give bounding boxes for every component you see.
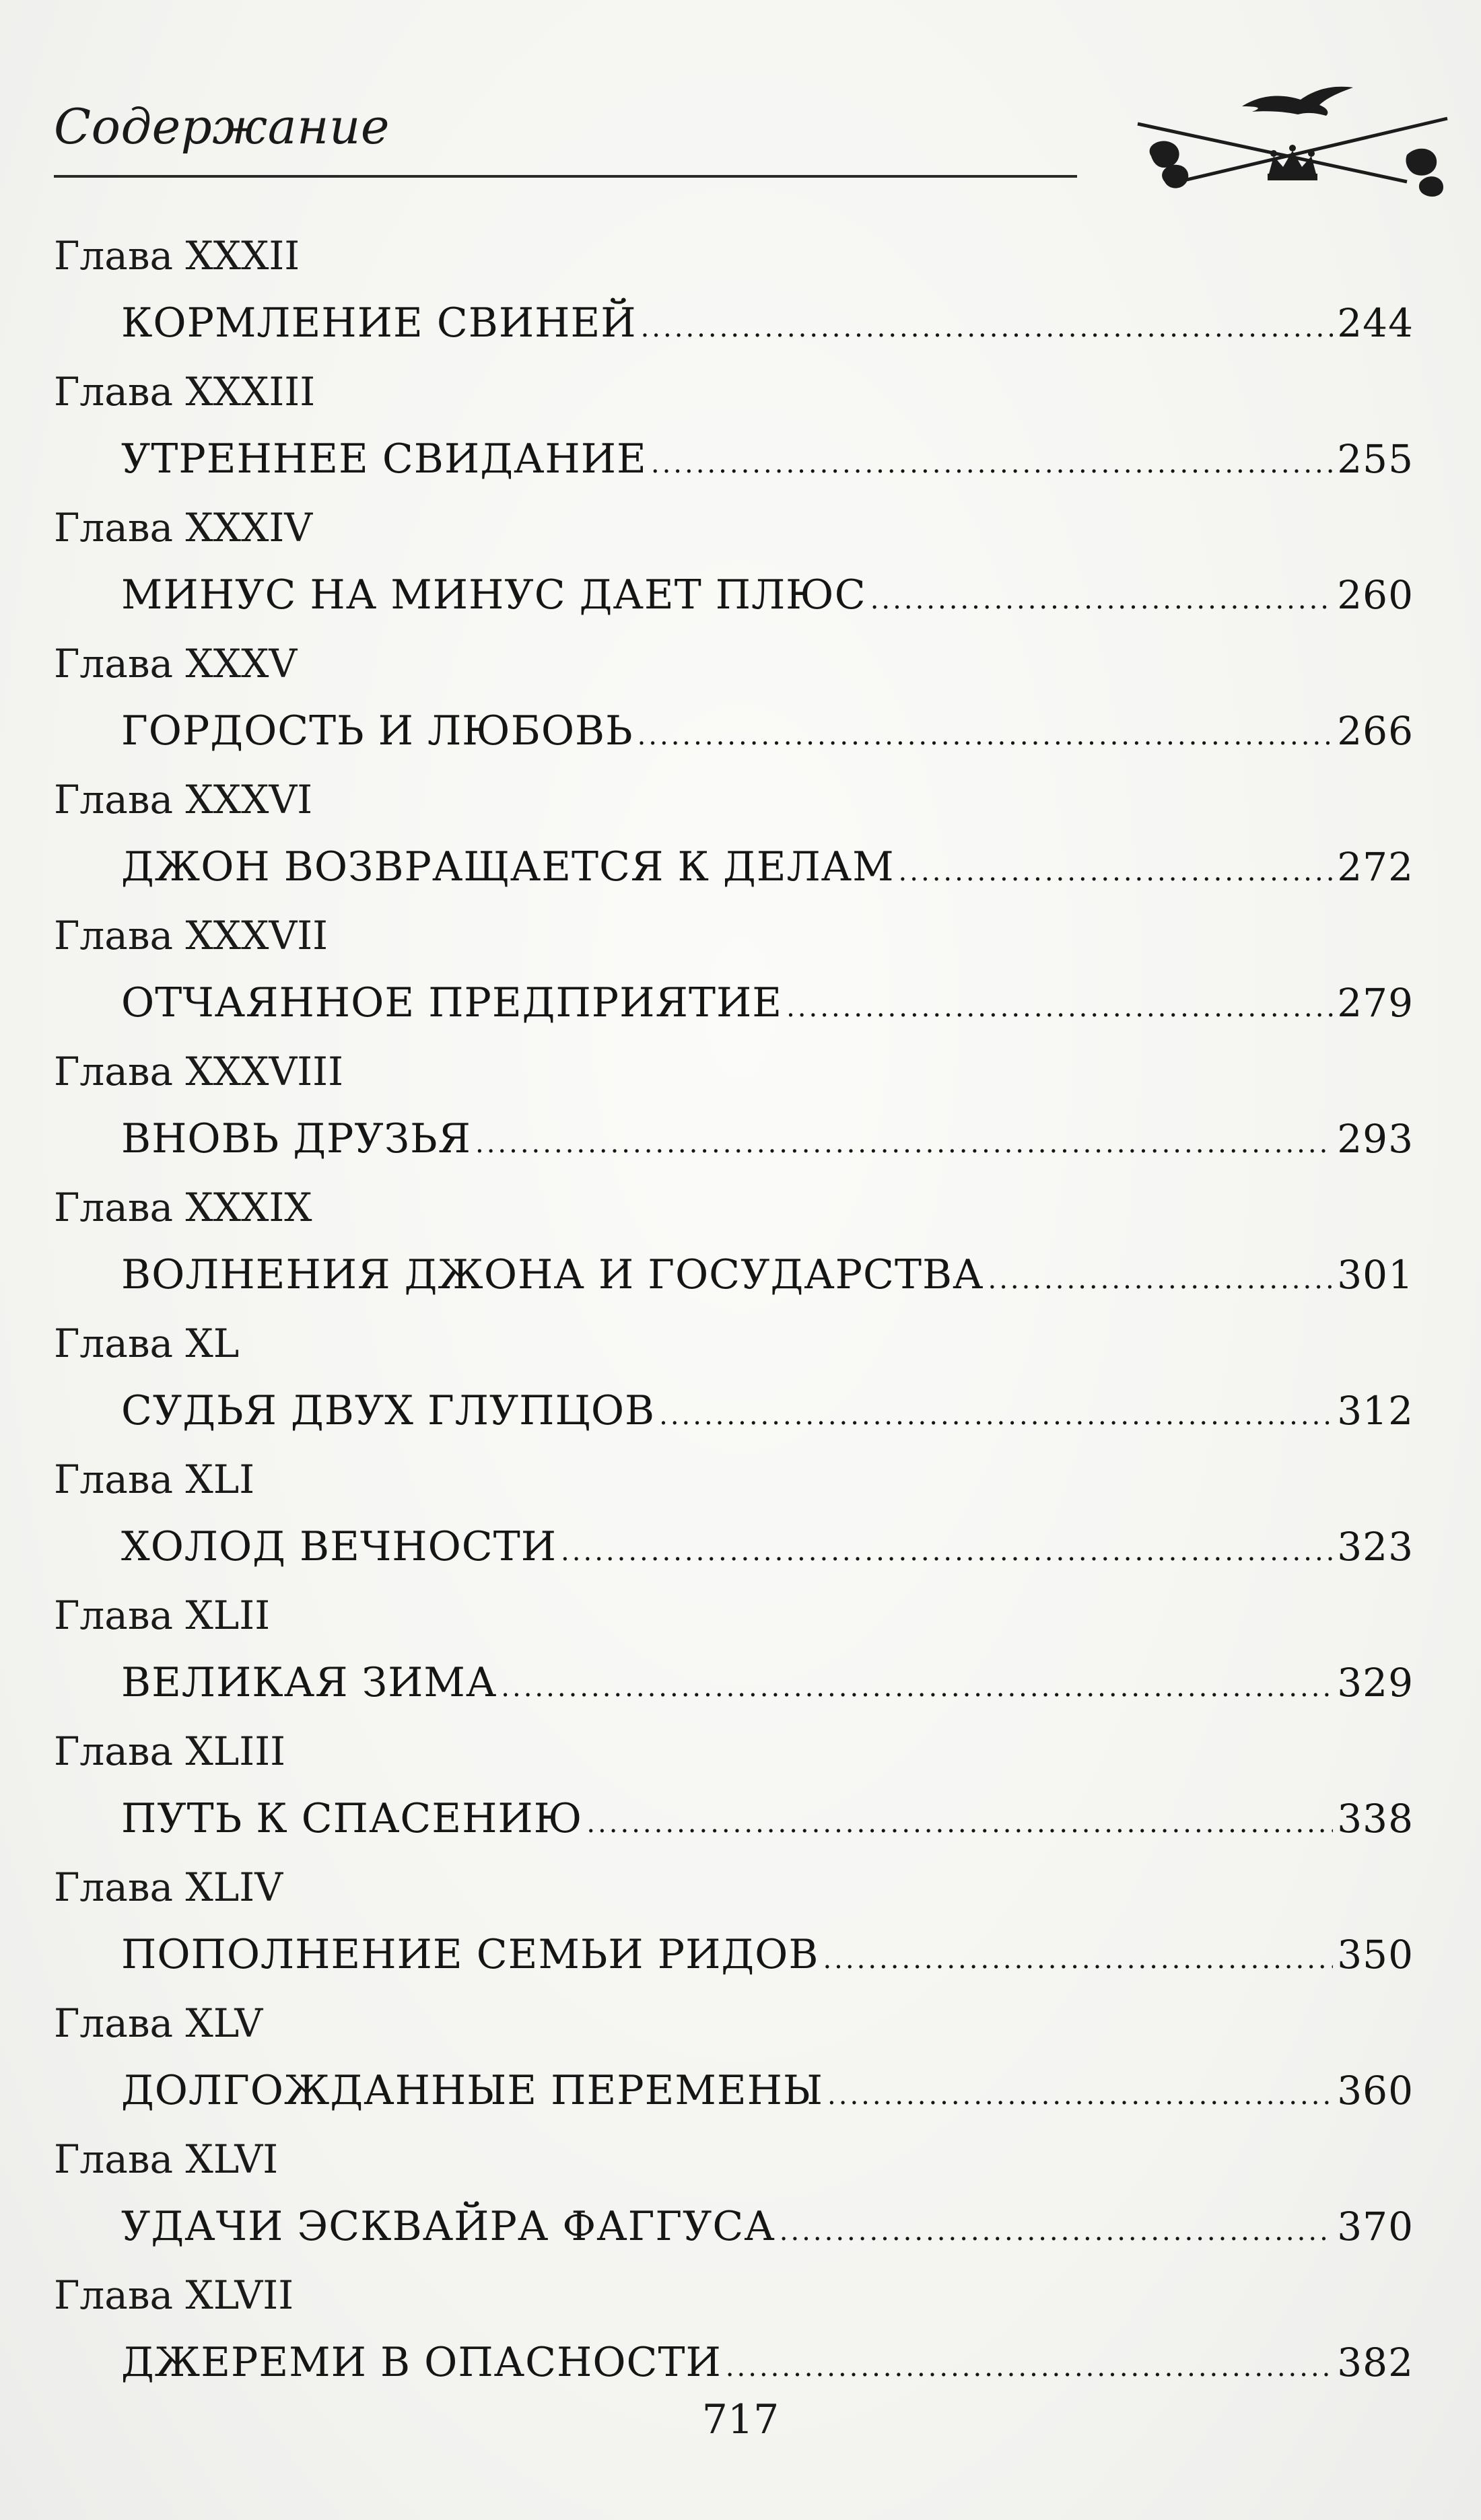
dot-leader — [659, 1385, 1333, 1446]
chapter-title: ДЖЕРЕМИ В ОПАСНОСТИ — [121, 2339, 722, 2386]
title-line — [121, 973, 1414, 1033]
page-number: 360 — [1337, 2068, 1414, 2113]
page-number: 329 — [1337, 1660, 1414, 1706]
page-number: 350 — [1337, 1932, 1414, 1978]
chapter-label: Глава XXXIV — [54, 505, 313, 551]
chapter-title: ГОРДОСТЬ И ЛЮБОВЬ — [121, 707, 633, 755]
page-header — [54, 81, 1414, 202]
toc-entry — [54, 773, 1414, 909]
toc-entry — [54, 1452, 1414, 1588]
table-of-contents — [54, 229, 1414, 2404]
chapter-label: Глава XLI — [54, 1457, 255, 1502]
page-number: 293 — [1337, 1116, 1414, 1162]
toc-entry — [54, 229, 1414, 365]
chapter-label: Глава XL — [54, 1321, 240, 1366]
title-line — [121, 2332, 1414, 2393]
chapter-label: Глава XXXII — [54, 233, 300, 279]
running-head: Содержание — [54, 98, 390, 155]
title-line — [121, 1652, 1414, 1713]
dot-leader — [501, 1657, 1333, 1718]
page-number: 260 — [1337, 572, 1414, 618]
chapter-label: Глава XLVII — [54, 2272, 294, 2318]
chapter-title: ВНОВЬ ДРУЗЬЯ — [121, 1115, 471, 1162]
dot-leader — [899, 841, 1334, 902]
toc-entry — [54, 501, 1414, 637]
title-line — [121, 2196, 1414, 2257]
page-number: 323 — [1337, 1524, 1414, 1570]
toc-entry — [54, 2132, 1414, 2268]
chapter-title: СУДЬЯ ДВУХ ГЛУПЦОВ — [121, 1387, 656, 1434]
dot-leader — [561, 1521, 1333, 1582]
toc-entry — [54, 1860, 1414, 1996]
chapter-title: ПУТЬ К СПАСЕНИЮ — [121, 1795, 583, 1842]
title-line — [121, 1788, 1414, 1849]
chapter-label: Глава XXXVIII — [54, 1049, 343, 1094]
chapter-title: МИНУС НА МИНУС ДАЕТ ПЛЮС — [121, 571, 866, 619]
dot-leader — [827, 2065, 1333, 2126]
chapter-label: Глава XXXVI — [54, 777, 313, 823]
page-number: 338 — [1337, 1796, 1414, 1842]
chapter-title: ХОЛОД ВЕЧНОСТИ — [121, 1523, 557, 1570]
toc-entry — [54, 1181, 1414, 1317]
page-number: 301 — [1337, 1252, 1414, 1298]
toc-entry — [54, 637, 1414, 773]
chapter-label: Глава XLVI — [54, 2136, 279, 2182]
page-number: 266 — [1337, 708, 1414, 754]
chapter-label: Глава XXXV — [54, 641, 298, 687]
title-line — [121, 701, 1414, 761]
chapter-title: ВОЛНЕНИЯ ДЖОНА И ГОСУДАРСТВА — [121, 1251, 984, 1298]
dot-leader — [870, 569, 1334, 630]
title-line — [121, 1380, 1414, 1441]
title-line — [121, 1245, 1414, 1305]
toc-entry — [54, 909, 1414, 1045]
toc-entry — [54, 2268, 1414, 2404]
dot-leader — [641, 298, 1334, 358]
dot-leader — [726, 2337, 1333, 2398]
dot-leader — [475, 1113, 1333, 1174]
toc-entry — [54, 1045, 1414, 1181]
crossed-swords-crown-eagle-icon — [1124, 81, 1461, 202]
dot-leader — [780, 2201, 1334, 2262]
toc-entry — [54, 365, 1414, 501]
page-folio: 717 — [701, 2396, 780, 2443]
page-number: 272 — [1337, 844, 1414, 890]
toc-entry — [54, 1724, 1414, 1860]
header-rule — [54, 175, 1077, 178]
chapter-title: КОРМЛЕНИЕ СВИНЕЙ — [121, 300, 637, 347]
title-line — [121, 293, 1414, 353]
chapter-label: Глава XLII — [54, 1593, 271, 1638]
title-line — [121, 429, 1414, 489]
title-line — [121, 837, 1414, 897]
chapter-label: Глава XXXVII — [54, 913, 329, 958]
chapter-label: Глава XLV — [54, 2000, 263, 2046]
chapter-title: ПОПОЛНЕНИЕ СЕМЬИ РИДОВ — [121, 1931, 819, 1978]
title-line — [121, 1109, 1414, 1169]
dot-leader — [586, 1793, 1333, 1854]
page-number: 244 — [1337, 300, 1414, 346]
title-line — [121, 565, 1414, 625]
dot-leader — [988, 1249, 1334, 1310]
chapter-title: ВЕЛИКАЯ ЗИМА — [121, 1659, 497, 1706]
chapter-label: Глава XXXIX — [54, 1185, 312, 1230]
toc-entry — [54, 1317, 1414, 1452]
page-number: 279 — [1337, 980, 1414, 1026]
toc-entry — [54, 1996, 1414, 2132]
page-number: 370 — [1337, 2204, 1414, 2249]
toc-entry — [54, 1588, 1414, 1724]
chapter-title: УДАЧИ ЭСКВАЙРА ФАГГУСА — [121, 2203, 776, 2250]
chapter-title: ДОЛГОЖДАННЫЕ ПЕРЕМЕНЫ — [121, 2067, 824, 2114]
title-line — [121, 1516, 1414, 1577]
chapter-label: Глава XLIV — [54, 1864, 283, 1910]
dot-leader — [786, 977, 1333, 1038]
chapter-title: УТРЕННЕЕ СВИДАНИЕ — [121, 435, 647, 483]
chapter-title: ОТЧАЯННОЕ ПРЕДПРИЯТИЕ — [121, 979, 783, 1026]
dot-leader — [823, 1929, 1333, 1990]
page-number: 255 — [1337, 436, 1414, 482]
title-line — [121, 2060, 1414, 2121]
chapter-label: Глава XXXIII — [54, 369, 316, 415]
title-line — [121, 1924, 1414, 1985]
page-number: 382 — [1337, 2340, 1414, 2385]
dot-leader — [638, 705, 1334, 766]
dot-leader — [651, 433, 1333, 494]
chapter-label: Глава XLIII — [54, 1728, 286, 1774]
chapter-title: ДЖОН ВОЗВРАЩАЕТСЯ К ДЕЛАМ — [121, 843, 895, 890]
page-number: 312 — [1337, 1388, 1414, 1434]
